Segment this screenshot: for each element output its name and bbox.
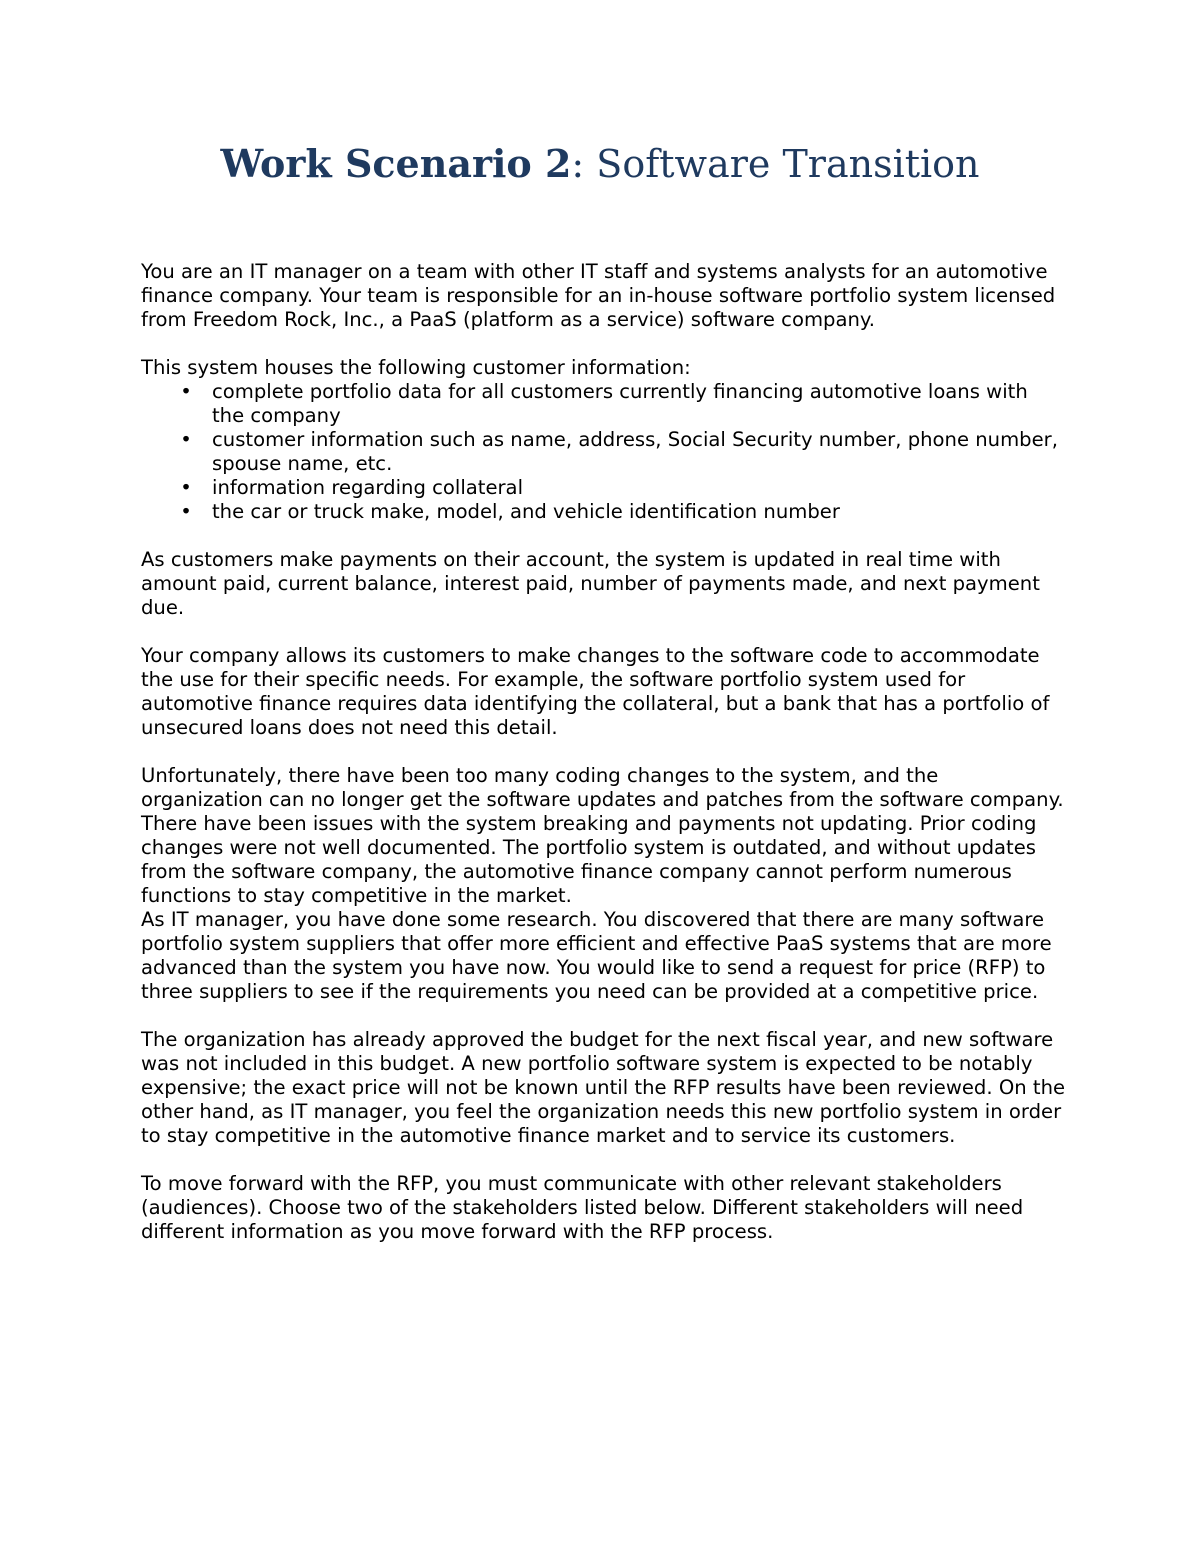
- customer-info-list: [141, 380, 1066, 524]
- bullet-icon: •: [180, 380, 192, 403]
- paragraph-gap: [141, 524, 1066, 548]
- bullet-icon: •: [180, 428, 192, 451]
- paragraph-gap: [141, 1004, 1066, 1028]
- budget-paragraph: The organization has already approved the budget for the next fiscal year, and new software was not included in this budget. A new portfolio software system is expected to be notably expensive; the exact price will not be known until the RFP results have been reviewed. On the other hand, as IT manager, you feel the organization needs this new portfolio system in order to stay competitive in the automotive finance market and to service its customers.: [141, 1028, 1066, 1147]
- list-item: [180, 380, 1066, 428]
- bullet-icon: •: [180, 476, 192, 499]
- list-item: [180, 500, 1066, 524]
- bullet-icon: •: [180, 500, 192, 523]
- list-item-text: customer information such as name, address, Social Security number, phone number, spouse name, etc.: [212, 428, 1058, 475]
- paragraph-gap: [141, 620, 1066, 644]
- title-rest: : Software Transition: [571, 142, 980, 186]
- list-item-text: complete portfolio data for all customers currently financing automotive loans with the company: [212, 380, 1028, 427]
- list-item: [180, 428, 1066, 476]
- list-item-text: the car or truck make, model, and vehicle identification number: [212, 500, 840, 523]
- list-item-text: information regarding collateral: [212, 476, 524, 499]
- research-paragraph: As IT manager, you have done some research. You discovered that there are many software portfolio system suppliers that offer more efficient and effective PaaS systems that are more advanced than the system you have now. You would like to send a request for price (RFP) to three suppliers to see if the requirements you need can be provided at a competitive price.: [141, 908, 1052, 1003]
- customization-paragraph: Your company allows its customers to make changes to the software code to accommodate the use for their specific needs. For example, the software portfolio system used for automotive finance requires data identifying the collateral, but a bank that has a portfolio of unsecured loans does not need this detail.: [141, 644, 1050, 739]
- title-bold-part: Work Scenario 2: [220, 141, 572, 186]
- page-title: [0, 138, 1200, 190]
- paragraph-gap: [141, 740, 1066, 764]
- intro-paragraph: You are an IT manager on a team with other IT staff and systems analysts for an automotive finance company. Your team is responsible for an in-house software portfolio system licensed from Freedom Rock, Inc., a PaaS (platform as a service) software company.: [141, 260, 1056, 331]
- stakeholders-paragraph: To move forward with the RFP, you must communicate with other relevant stakeholders (audiences). Choose two of the stakeholders listed below. Different stakeholders will need different information as you move forward with the RFP process.: [141, 1172, 1024, 1243]
- list-intro-paragraph: This system houses the following customer information:: [141, 356, 691, 379]
- paragraph-gap: [141, 332, 1066, 356]
- document-body: [141, 260, 1066, 1244]
- payments-paragraph: As customers make payments on their account, the system is updated in real time with amount paid, current balance, interest paid, number of payments made, and next payment due.: [141, 548, 1040, 619]
- paragraph-gap: [141, 1148, 1066, 1172]
- problems-paragraph: Unfortunately, there have been too many coding changes to the system, and the organization can no longer get the software updates and patches from the software company. There have been issues with the system breaking and payments not updating. Prior coding changes were not well documented. The portfolio system is outdated, and without updates from the software company, the automotive finance company cannot perform numerous functions to stay competitive in the market.: [141, 764, 1064, 907]
- list-item: [180, 476, 1066, 500]
